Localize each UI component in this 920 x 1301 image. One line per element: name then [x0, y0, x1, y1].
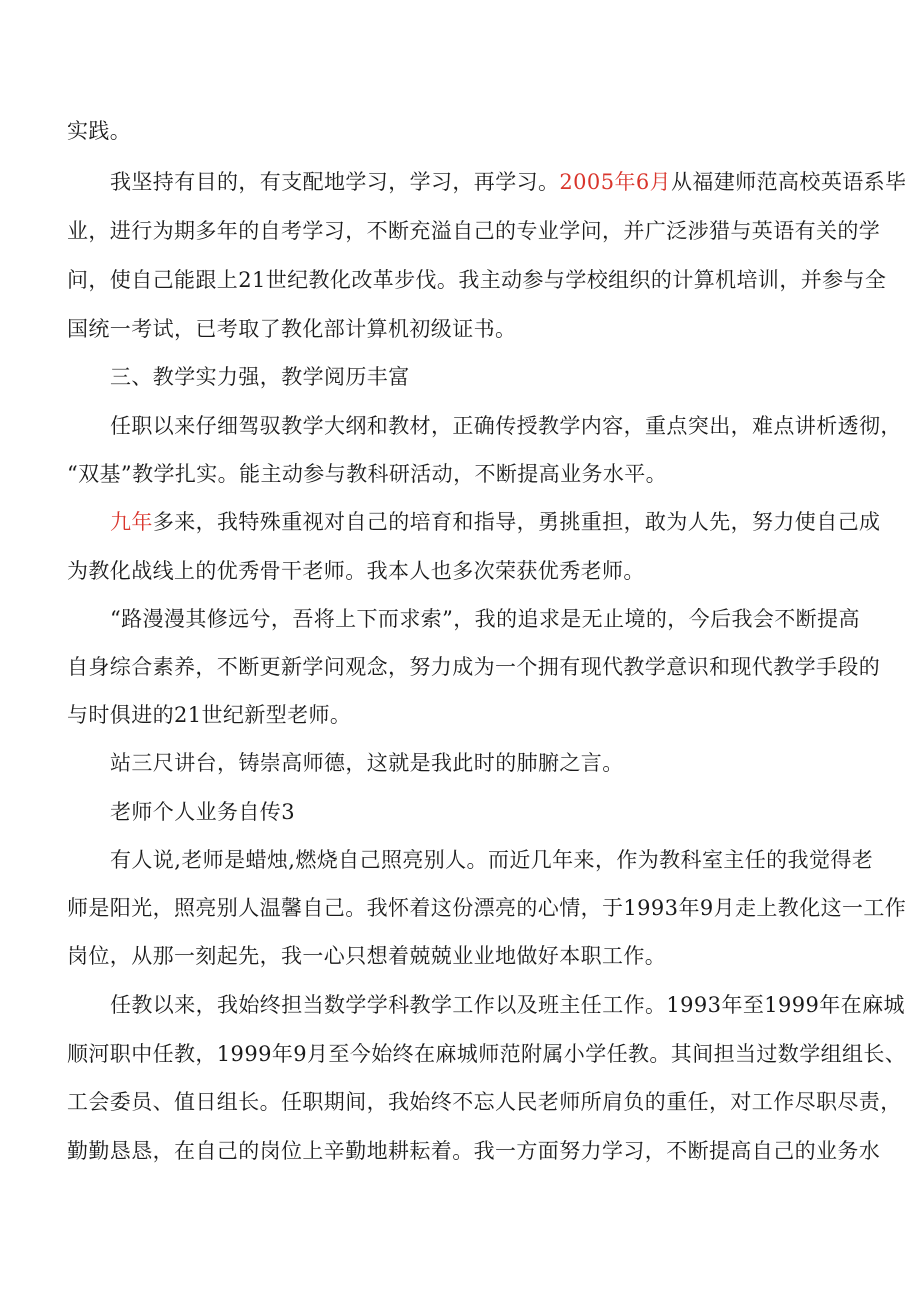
text-segment: 任职以来仔细驾驭教学大纲和教材，正确传授教学内容，重点突出，难点讲析透彻， — [110, 414, 902, 438]
text-segment: 业，进行为期多年的自考学习，不断充溢自己的专业学问，并广泛涉猎与英语有关的学 — [67, 219, 881, 243]
text-segment: 有人说,老师是蜡烛,燃烧自己照亮别人。而近几年来，作为教科室主任的我觉得老 — [110, 848, 874, 872]
highlighted-text: 2005年6月 — [559, 170, 672, 194]
text-line — [0, 604, 920, 634]
text-segment: 师是阳光，照亮别人温馨自己。我怀着这份漂亮的心情，于1993年9月走上教化这一工作 — [67, 896, 907, 920]
text-segment: 我坚持有目的，有支配地学习，学习，再学习。 — [110, 170, 560, 194]
text-segment: 与时俱进的21世纪新型老师。 — [67, 703, 352, 727]
text-segment: 岗位，从那一刻起先，我一心只想着兢兢业业地做好本职工作。 — [67, 944, 667, 968]
text-segment: 自身综合素养，不断更新学问观念，努力成为一个拥有现代教学意识和现代教学手段的 — [67, 655, 881, 679]
text-segment: “双基”教学扎实。能主动参与教科研活动，不断提高业务水平。 — [67, 462, 668, 486]
text-line — [0, 362, 920, 392]
text-line — [0, 265, 920, 295]
text-segment: 顺河职中任教，1999年9月至今始终在麻城师范附属小学任教。其间担当过数学组组长、 — [67, 1042, 907, 1066]
text-line — [0, 459, 920, 489]
text-segment: 站三尺讲台，铸崇高师德，这就是我此时的肺腑之言。 — [110, 751, 624, 775]
text-line — [0, 990, 920, 1020]
text-line — [0, 167, 920, 197]
text-segment: 多来，我特殊重视对自己的培育和指导，勇挑重担，敢为人先，努力使自己成 — [152, 510, 881, 534]
text-line — [0, 411, 920, 441]
text-line — [0, 893, 920, 923]
text-line — [0, 797, 920, 827]
text-segment: 问，使自己能跟上21世纪教化改革步伐。我主动参与学校组织的计算机培训，并参与全 — [67, 268, 887, 292]
text-line — [0, 556, 920, 586]
text-line — [0, 116, 920, 146]
text-segment: 实践。 — [67, 119, 132, 143]
text-segment: 从福建师范高校英语系毕 — [671, 170, 907, 194]
text-segment: 勤勤恳恳，在自己的岗位上辛勤地耕耘着。我一方面努力学习，不断提高自己的业务水 — [67, 1139, 881, 1163]
text-segment: 为教化战线上的优秀骨干老师。我本人也多次荣获优秀老师。 — [67, 559, 645, 583]
text-segment: 三、教学实力强，教学阅历丰富 — [110, 365, 410, 389]
text-segment: 任教以来，我始终担当数学学科教学工作以及班主任工作。1993年至1999年在麻城 — [110, 993, 905, 1017]
highlighted-text: 九年 — [110, 510, 153, 534]
text-line — [0, 1087, 920, 1117]
text-segment: 工会委员、值日组长。任职期间，我始终不忘人民老师所肩负的重任，对工作尽职尽责， — [67, 1090, 902, 1114]
text-line — [0, 314, 920, 344]
text-segment: “路漫漫其修远兮，吾将上下而求索”，我的追求是无止境的，今后我会不断提高 — [110, 607, 860, 631]
text-segment: 老师个人业务自传3 — [110, 800, 295, 824]
text-line — [0, 941, 920, 971]
text-line — [0, 652, 920, 682]
text-line — [0, 1039, 920, 1069]
text-line — [0, 507, 920, 537]
text-line — [0, 845, 920, 875]
text-line — [0, 700, 920, 730]
text-line — [0, 748, 920, 778]
text-line — [0, 1136, 920, 1166]
text-line — [0, 216, 920, 246]
text-segment: 国统一考试，已考取了教化部计算机初级证书。 — [67, 317, 517, 341]
